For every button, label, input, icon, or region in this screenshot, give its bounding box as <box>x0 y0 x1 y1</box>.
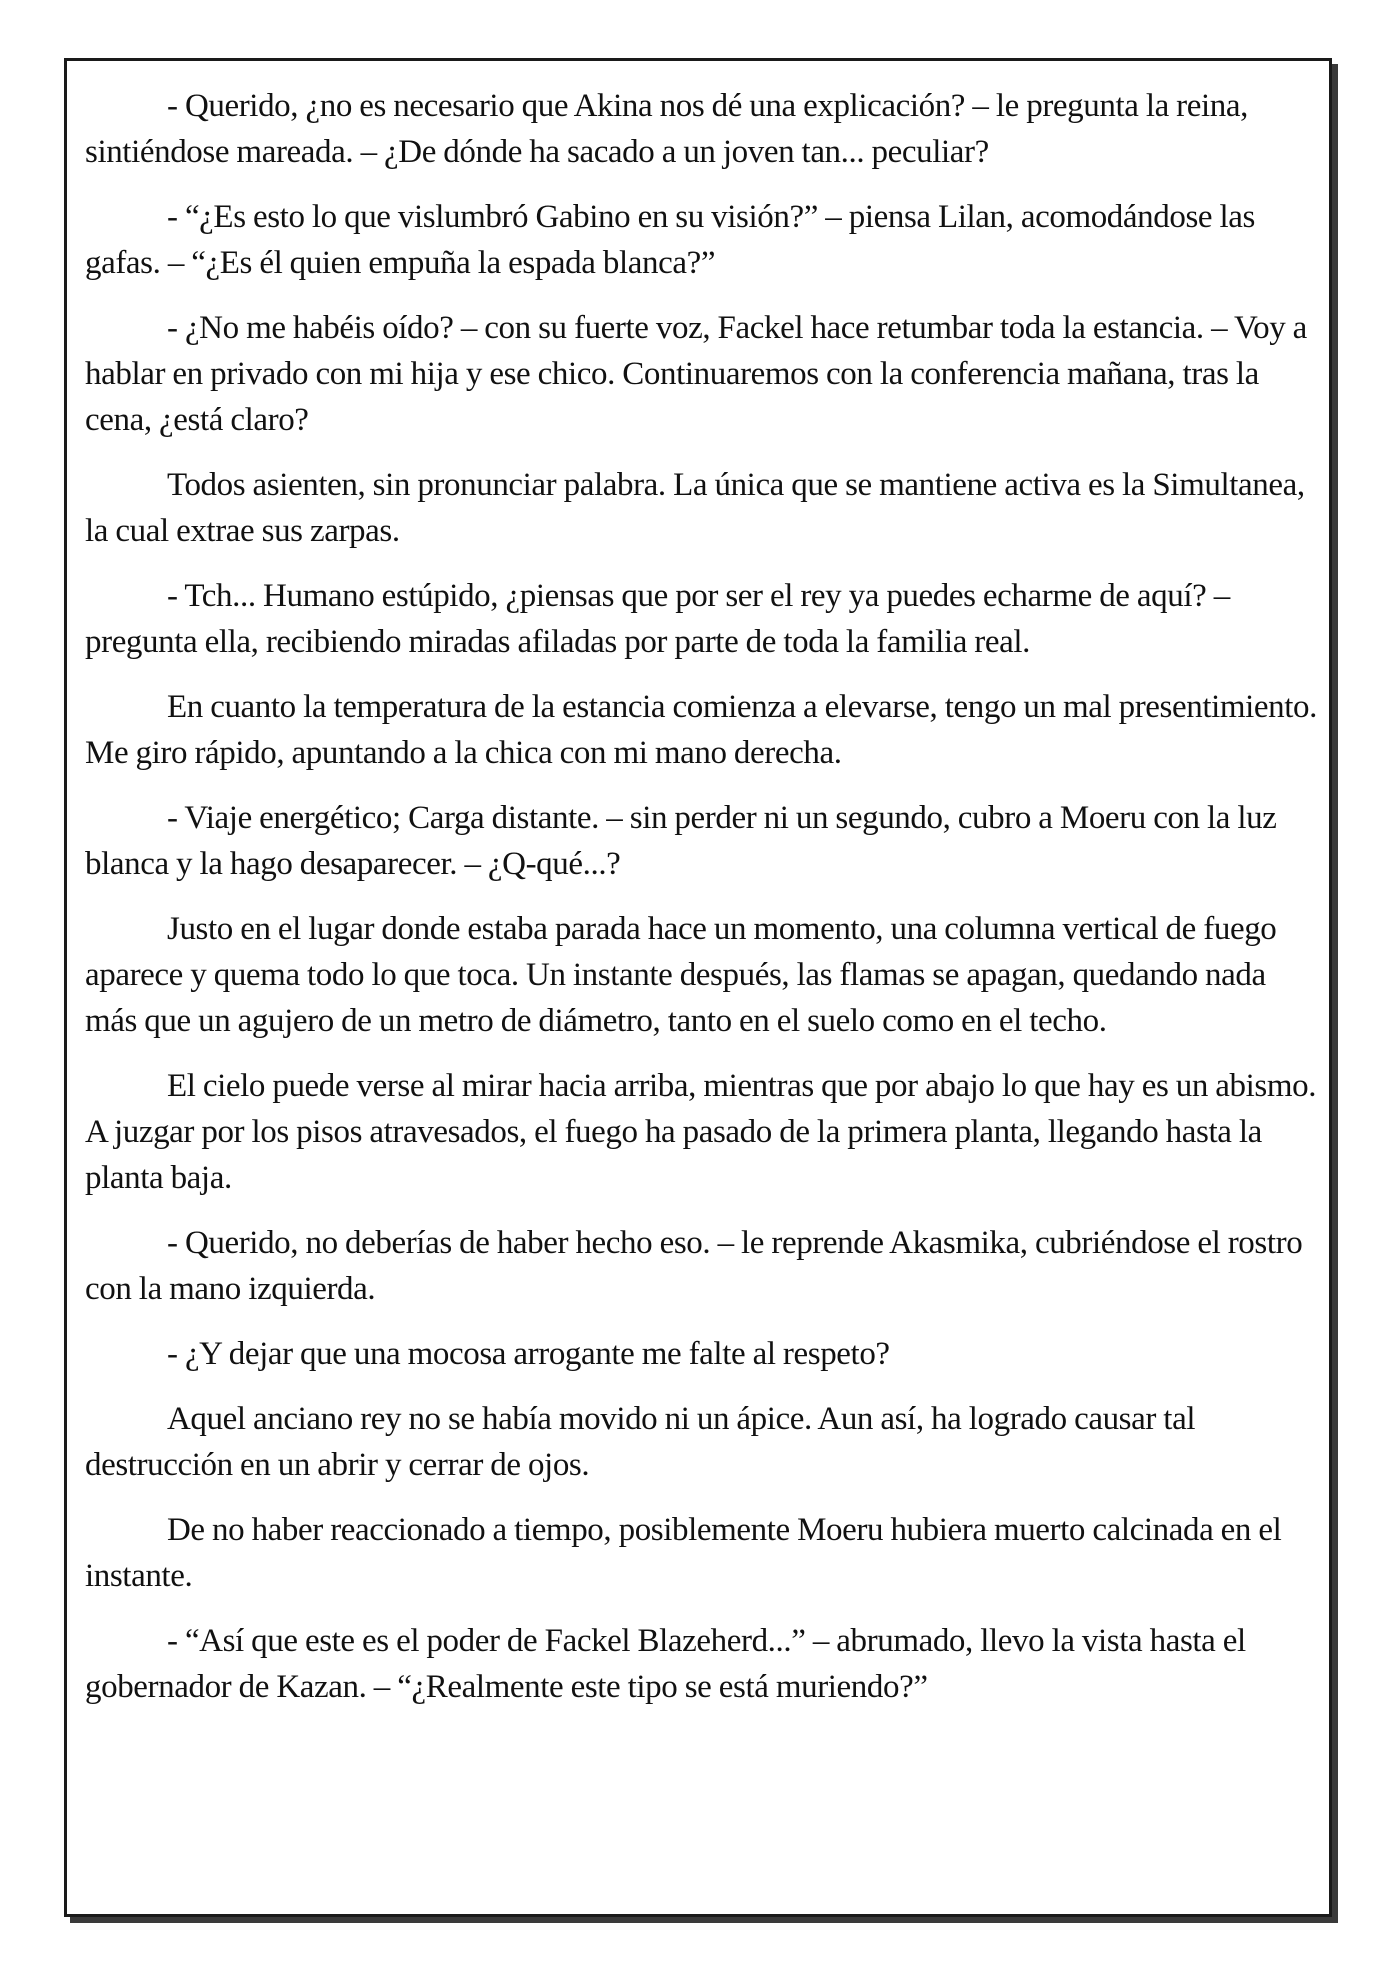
paragraph: El cielo puede verse al mirar hacia arriba, mientras que por abajo lo que hay es un abismo. A juzgar por los pisos atravesados, el fuego ha pasado de la primera planta, llegando hasta la planta baja. <box>85 1068 1317 1196</box>
paragraph: - ¿No me habéis oído? – con su fuerte voz, Fackel hace retumbar toda la estancia. – Voy a hablar en privado con mi hija y ese chico. Continuaremos con la conferencia mañana, tras la cena, ¿está claro? <box>85 310 1307 438</box>
paragraph: Todos asienten, sin pronunciar palabra. La única que se mantiene activa es la Simultanea, la cual extrae sus zarpas. <box>85 467 1305 549</box>
paragraph: - Viaje energético; Carga distante. – sin perder ni un segundo, cubro a Moeru con la luz blanca y la hago desaparecer. – ¿Q-qué...? <box>85 800 1277 882</box>
paragraph: - ¿Y dejar que una mocosa arrogante me falte al respeto? <box>167 1336 890 1372</box>
paragraph: Aquel anciano rey no se había movido ni un ápice. Aun así, ha logrado causar tal destrucción en un abrir y cerrar de ojos. <box>85 1401 1196 1483</box>
paragraph: - Querido, ¿no es necesario que Akina nos dé una explicación? – le pregunta la reina, sintiéndose mareada. – ¿De dónde ha sacado a un joven tan... peculiar? <box>85 88 1248 170</box>
paragraph: En cuanto la temperatura de la estancia comienza a elevarse, tengo un mal presentimiento. Me giro rápido, apuntando a la chica con mi mano derecha. <box>85 689 1317 771</box>
paragraph: - “¿Es esto lo que vislumbró Gabino en su visión?” – piensa Lilan, acomodándose las gafas. – “¿Es él quien empuña la espada blanca?” <box>85 199 1255 281</box>
document-body <box>85 83 1325 1729</box>
paragraph: - Querido, no deberías de haber hecho eso. – le reprende Akasmika, cubriéndose el rostro con la mano izquierda. <box>85 1225 1303 1307</box>
paragraph: Justo en el lugar donde estaba parada hace un momento, una columna vertical de fuego aparece y quema todo lo que toca. Un instante después, las flamas se apagan, quedando nada más que un agujero de un metro de diámetro, tanto en el suelo como en el techo. <box>85 911 1277 1039</box>
paragraph: - “Así que este es el poder de Fackel Blazeherd...” – abrumado, llevo la vista hasta el gobernador de Kazan. – “¿Realmente este tipo se está muriendo?” <box>85 1623 1246 1705</box>
paragraph: De no haber reaccionado a tiempo, posiblemente Moeru hubiera muerto calcinada en el instante. <box>85 1512 1282 1594</box>
page-frame <box>64 58 1332 1917</box>
paragraph: - Tch... Humano estúpido, ¿piensas que por ser el rey ya puedes echarme de aquí? – pregunta ella, recibiendo miradas afiladas por parte de toda la familia real. <box>85 578 1230 660</box>
